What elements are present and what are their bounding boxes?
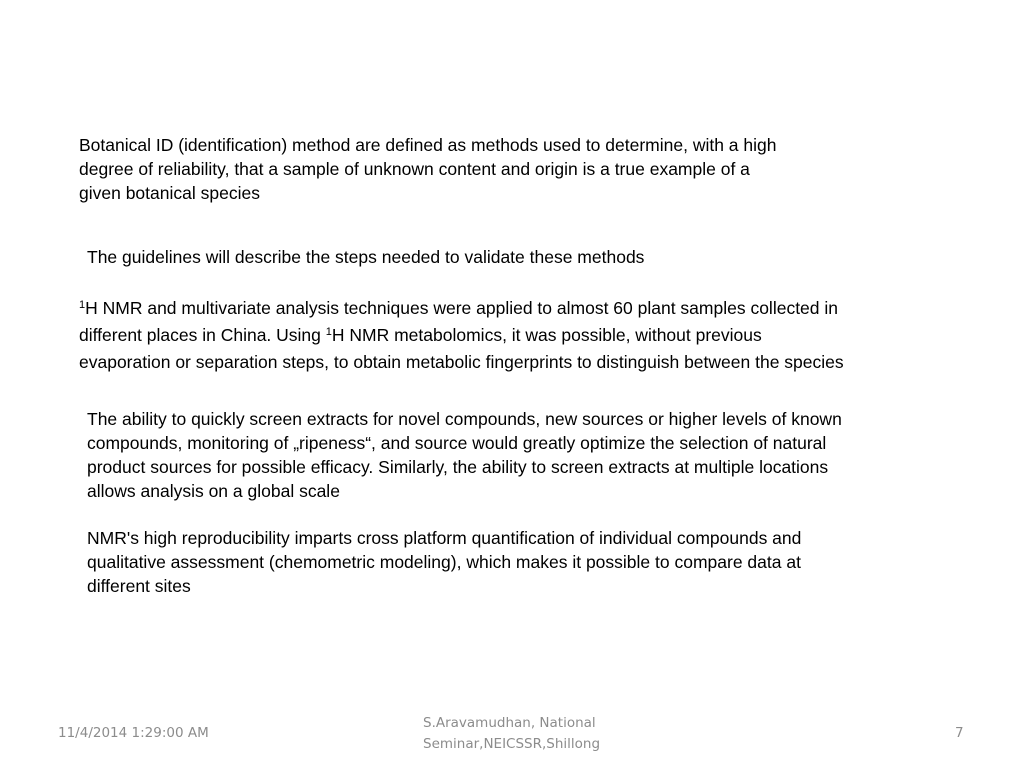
paragraph-line — [79, 296, 844, 323]
paragraph-line: The guidelines will describe the steps needed to validate these methods — [87, 247, 645, 267]
paragraph-line: qualitative assessment (chemometric modeling), which makes it possible to compare data at — [87, 552, 801, 572]
paragraph-line — [79, 323, 844, 350]
paragraph-line-text: different places in China. Using — [79, 325, 326, 345]
paragraph-line: evaporation or separation steps, to obtain metabolic fingerprints to distinguish between the species — [79, 352, 844, 372]
footer-author-line: S.Aravamudhan, National — [423, 715, 596, 731]
paragraph-guidelines — [87, 245, 644, 269]
paragraph-line: Botanical ID (identification) method are defined as methods used to determine, with a high — [79, 135, 777, 155]
superscript-isotope: 1 — [79, 299, 86, 311]
slide-number: 7 — [955, 725, 964, 741]
paragraph-line: given botanical species — [79, 183, 260, 203]
paragraph-line: compounds, monitoring of „ripeness“, and source would greatly optimize the selection of natural — [87, 433, 827, 453]
paragraph-screening-ability — [87, 407, 842, 503]
paragraph-line-text: H NMR metabolomics, it was possible, without previous — [331, 325, 762, 345]
paragraph-nmr-analysis — [79, 296, 844, 374]
paragraph-line: The ability to quickly screen extracts for novel compounds, new sources or higher levels of known — [87, 409, 842, 429]
paragraph-botanical-id — [79, 133, 776, 205]
paragraph-line-text: H NMR and multivariate analysis techniques were applied to almost 60 plant samples collected in — [85, 298, 839, 318]
paragraph-line: product sources for possible efficacy. Similarly, the ability to screen extracts at multiple locations — [87, 457, 829, 477]
paragraph-line: degree of reliability, that a sample of unknown content and origin is a true example of a — [79, 159, 750, 179]
superscript-isotope: 1 — [325, 326, 332, 338]
paragraph-line: different sites — [87, 576, 191, 596]
footer-date: 11/4/2014 1:29:00 AM — [58, 725, 209, 741]
footer-author-line: Seminar,NEICSSR,Shillong — [423, 736, 601, 752]
paragraph-line: NMR's high reproducibility imparts cross platform quantification of individual compounds and — [87, 528, 802, 548]
footer-author — [423, 713, 600, 755]
paragraph-reproducibility — [87, 526, 801, 598]
paragraph-line: allows analysis on a global scale — [87, 481, 340, 501]
